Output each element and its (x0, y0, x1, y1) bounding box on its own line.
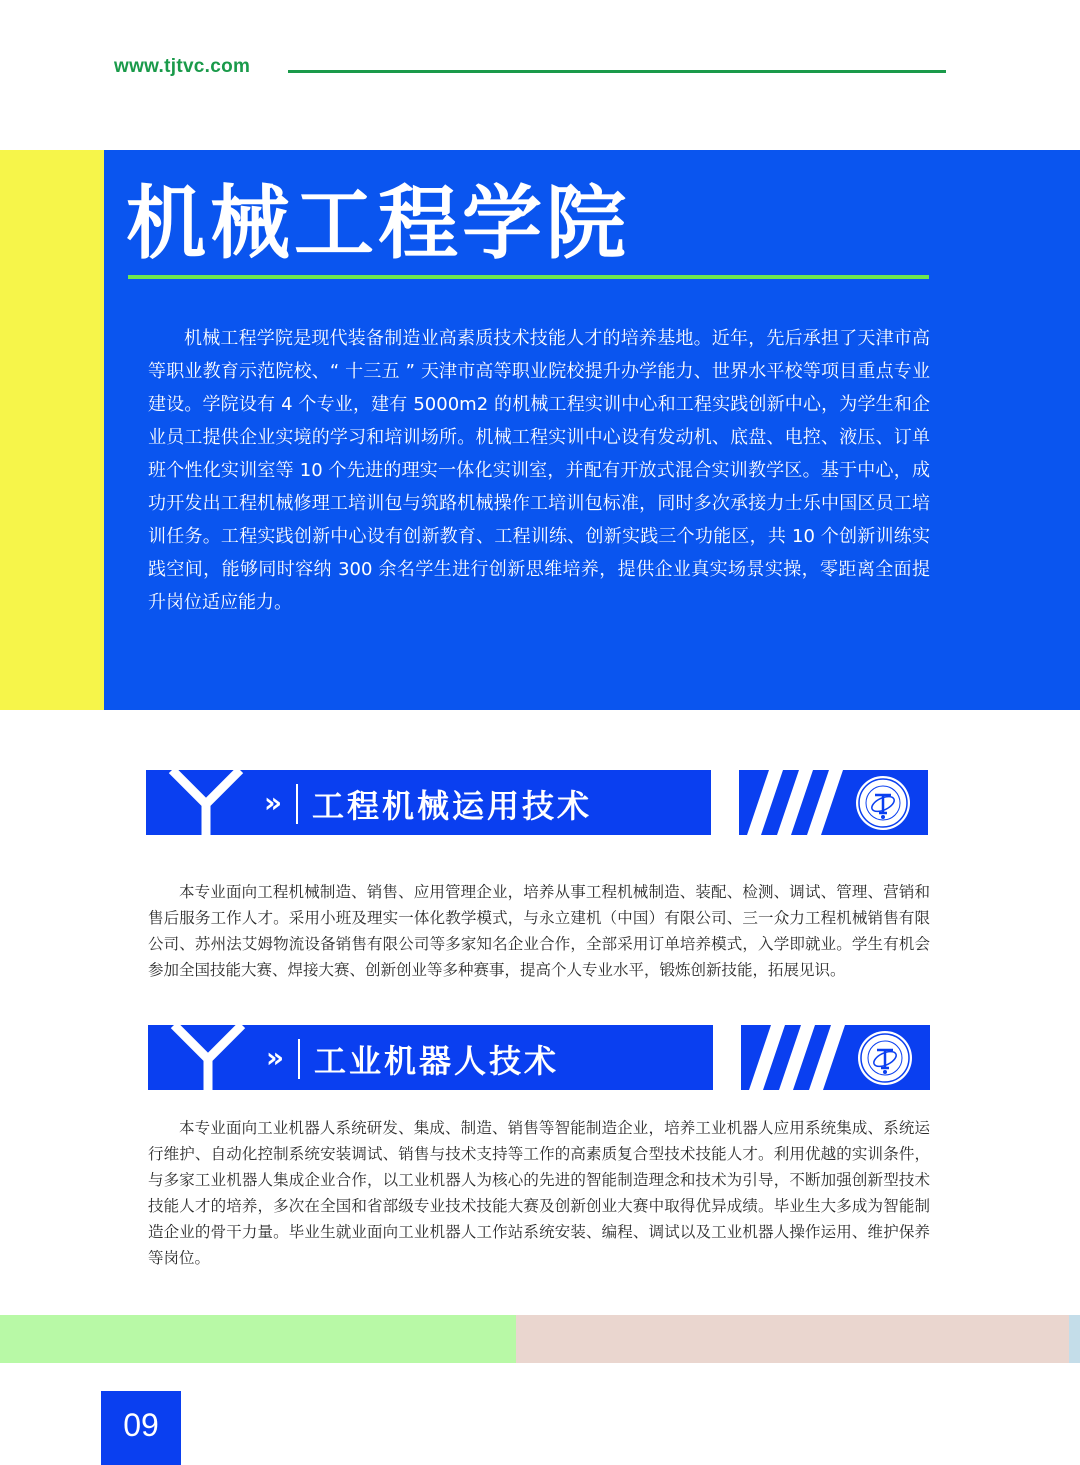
accent-strip (0, 150, 104, 710)
section-title: 工程机械运用技术 (312, 787, 593, 825)
footer-band-edge (1069, 1315, 1080, 1363)
section-title: 工业机器人技术 (314, 1042, 560, 1080)
college-logo-icon (855, 775, 911, 831)
title-underline (128, 275, 929, 279)
section-paragraph: 本专业面向工业机器人系统研发、集成、制造、销售等智能制造企业，培养工业机器人应用系统集成、系统运行维护、自动化控制系统安装调试、销售与技术支持等工作的高素质复合型技术技能人才。利用优越的实训条件，与多家工业机器人集成企业合作，以工业机器人为核心的先进的智能制造理念和技术为引导，不断加强创新型技术技能人才的培养，多次在全国和省部级专业技术技能大赛及创新创业大赛中取得优异成绩。毕业生大多成为智能制造企业的骨干力量。毕业生就业面向工业机器人工作站系统安装、编程、调试以及工业机器人操作运用、维护保养等岗位。 (148, 1119, 930, 1267)
intro-paragraph: 机械工程学院是现代装备制造业高素质技术技能人才的培养基地。近年，先后承担了天津市高等职业教育示范院校、“ 十三五 ” 天津市高等职业院校提升办学能力、世界水平校等项目重点专业建设。学院设有 4 个专业，建有 5000m2 的机械工程实训中心和工程实践创新中心，为学生和企业员工提供企业实境的学习和培训场所。机械工程实训中心设有发动机、底盘、电控、液压、订单班个性化实训室等 10 个先进的理实一体化实训室，并配有开放式混合实训教学区。基于中心，成功开发出工程机械修理工培训包与筑路机械操作工培训包标准，同时多次承接力士乐中国区员工培训任务。工程实践创新中心设有创新教育、工程训练、创新实践三个功能区，共 10 个创新训练实践空间，能够同时容纳 300 余名学生进行创新思维培养，提供企业真实场景实操，零距离全面提升岗位适应能力。 (148, 328, 930, 613)
banner-logo-block (739, 770, 928, 835)
section-paragraph: 本专业面向工程机械制造、销售、应用管理企业，培养从事工程机械制造、装配、检测、调试、管理、营销和售后服务工作人才。采用小班及理实一体化教学模式，与永立建机（中国）有限公司、三一众力工程机械销售有限公司、苏州法艾姆物流设备销售有限公司等多家知名企业合作，全部采用订单培养模式，入学即就业。学生有机会参加全国技能大赛、焊接大赛、创新创业等多种赛事，提高个人专业水平，锻炼创新技能，拓展见识。 (148, 883, 930, 979)
banner-divider (298, 1039, 300, 1079)
section-banner (0, 1025, 1080, 1091)
college-logo-icon (857, 1030, 913, 1086)
header-divider (288, 70, 946, 73)
footer-band-beige (516, 1315, 1069, 1363)
chevron-right-icon: » (266, 1041, 285, 1074)
site-url[interactable]: www.tjtvc.com (114, 56, 251, 77)
banner-divider (296, 784, 298, 824)
page-number: 09 (101, 1391, 181, 1465)
footer-band-green (0, 1315, 516, 1363)
y-shape-icon (168, 1025, 248, 1091)
chevron-right-icon: » (264, 786, 283, 819)
page-title: 机械工程学院 (126, 177, 630, 270)
y-shape-icon (166, 770, 246, 836)
banner-logo-block (741, 1025, 930, 1090)
section-banner (0, 770, 1080, 836)
